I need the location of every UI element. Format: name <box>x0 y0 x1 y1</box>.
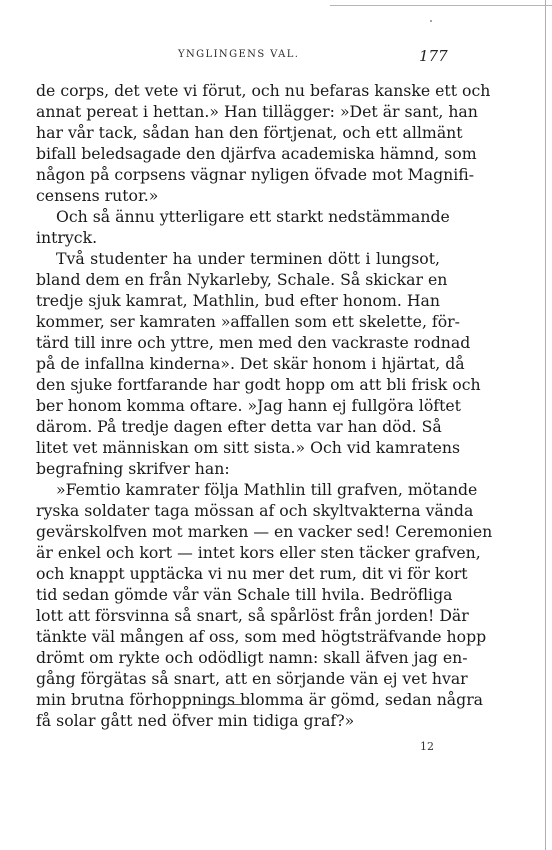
body-text <box>36 80 493 731</box>
paper-speck <box>430 20 432 22</box>
text-line: och knappt upptäcka vi nu mer det rum, dit vi för kort <box>36 564 468 583</box>
text-line: lott att försvinna så snart, så spårlöst från jorden! Där <box>36 606 469 625</box>
page-edge-top <box>330 5 552 6</box>
text-line: tid sedan gömde vår vän Schale till hvila. Bedröfliga <box>36 585 453 604</box>
text-line: ber honom komma oftare. »Jag hann ej fullgöra löftet <box>36 396 461 415</box>
running-head: YNGLINGENS VAL. <box>178 49 300 60</box>
text-line: på de infallna kinderna». Det skär honom i hjärtat, då <box>36 354 465 373</box>
text-line: den sjuke fortfarande har godt hopp om att bli frisk och <box>36 375 481 394</box>
text-line: »Femtio kamrater följa Mathlin till grafven, mötande <box>56 480 478 499</box>
text-line: är enkel och kort — intet kors eller sten täcker grafven, <box>36 543 481 562</box>
text-line: bifall beledsagade den djärfva academiska hämnd, som <box>36 144 477 163</box>
text-line: gevärskolfven mot marken — en vacker sed! Ceremonien <box>36 522 493 541</box>
text-line: censens rutor.» <box>36 186 159 205</box>
text-line: kommer, ser kamraten »affallen som ett skelette, för- <box>36 312 460 331</box>
text-line: därom. På tredje dagen efter detta var han död. Så <box>36 417 442 436</box>
text-line: någon på corpsens vägnar nyligen öfvade mot Magnifi- <box>36 165 475 184</box>
page-edge-right <box>545 0 546 850</box>
end-rule <box>200 704 250 705</box>
text-line: drömt om rykte och odödligt namn: skall äfven jag en- <box>36 648 468 667</box>
text-line: min brutna förhoppnings blomma är gömd, sedan några <box>36 690 484 709</box>
text-line: annat pereat i hettan.» Han tillägger: »Det är sant, han <box>36 102 478 121</box>
text-line: bland dem en från Nykarleby, Schale. Så skickar en <box>36 270 448 289</box>
text-line: intryck. <box>36 228 98 247</box>
text-line: begrafning skrifver han: <box>36 459 230 478</box>
text-line: Och så ännu ytterligare ett starkt nedstämmande <box>56 207 450 226</box>
text-line: har vår tack, sådan han den förtjenat, och ett allmänt <box>36 123 463 142</box>
text-line: tänkte väl mången af oss, som med högtsträfvande hopp <box>36 627 487 646</box>
text-line: litet vet människan om sitt sista.» Och vid kamratens <box>36 438 461 457</box>
text-line: de corps, det vete vi förut, och nu befaras kanske ett och <box>36 81 491 100</box>
text-line: tredje sjuk kamrat, Mathlin, bud efter honom. Han <box>36 291 440 310</box>
text-line: få solar gått ned öfver min tidiga graf?» <box>36 711 355 730</box>
page-number: 177 <box>419 47 448 65</box>
text-line: Två studenter ha under terminen dött i lungsot, <box>56 249 440 268</box>
text-line: ryska soldater taga mössan af och skyltvakterna vända <box>36 501 474 520</box>
signature-mark: 12 <box>420 740 434 753</box>
text-line: gång förgätas så snart, att en sörjande vän ej vet hvar <box>36 669 468 688</box>
text-line: tärd till inre och yttre, men med den vackraste rodnad <box>36 333 471 352</box>
